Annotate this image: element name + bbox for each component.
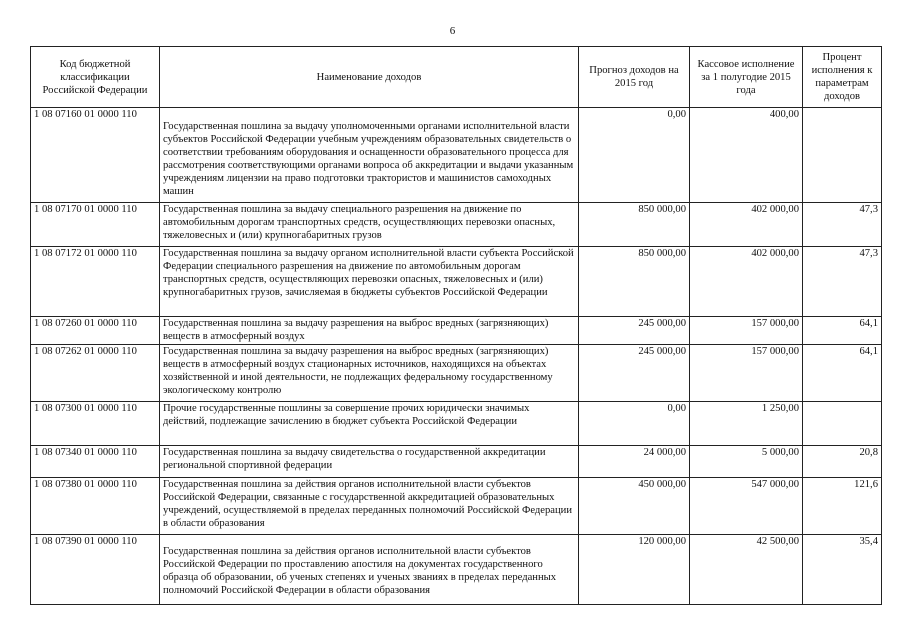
row-forecast: 120 000,00: [579, 535, 690, 605]
row-code: 1 08 07340 01 0000 110: [31, 446, 160, 478]
table-row: [31, 478, 882, 535]
header-name: Наименование доходов: [160, 47, 579, 108]
row-forecast: 0,00: [579, 402, 690, 446]
row-percent: 64,1: [803, 317, 882, 345]
header-code: Код бюджетной классификации Российской Федерации: [31, 47, 160, 108]
row-code: 1 08 07380 01 0000 110: [31, 478, 160, 535]
row-name: Государственная пошлина за выдачу разрешения на выброс вредных (загрязняющих) веществ в атмосферный воздух стационарных источников, находящихся на объектах хозяйственной и иной деятельности, не подлежащих федеральному государственному экологическому контролю: [160, 345, 579, 402]
row-execution: 402 000,00: [690, 203, 803, 247]
header-forecast: Прогноз доходов на 2015 год: [579, 47, 690, 108]
table-header-row: [31, 47, 882, 108]
row-percent: 47,3: [803, 203, 882, 247]
row-name: Государственная пошлина за выдачу уполномоченными органами исполнительной власти субъектов Российской Федерации учебным учреждениям образовательных свидетельств о соответствии требованиям оборудования и оснащенности образовательного процесса для рассмотрения соответствующими органами вопроса об аккредитации и выдачи указанным учреждениям лицензии на право подготовки трактористов и машинистов самоходных машин: [160, 108, 579, 203]
row-name: Государственная пошлина за выдачу свидетельства о государственной аккредитации региональной спортивной федерации: [160, 446, 579, 478]
table-row: [31, 535, 882, 605]
row-execution: 400,00: [690, 108, 803, 203]
row-code: 1 08 07300 01 0000 110: [31, 402, 160, 446]
header-percent: Процент исполнения к параметрам доходов: [803, 47, 882, 108]
row-forecast: 850 000,00: [579, 203, 690, 247]
table-row: [31, 402, 882, 446]
row-code: 1 08 07172 01 0000 110: [31, 247, 160, 317]
row-forecast: 24 000,00: [579, 446, 690, 478]
row-name: Государственная пошлина за действия органов исполнительной власти субъектов Российской Федерации по проставлению апостиля на документах государственного образца об образовании, об ученых степенях и ученых званиях в пределах переданных полномочий Российской Федерации в области образования: [160, 535, 579, 605]
row-execution: 157 000,00: [690, 345, 803, 402]
row-name: Государственная пошлина за выдачу разрешения на выброс вредных (загрязняющих) веществ в атмосферный воздух: [160, 317, 579, 345]
row-code: 1 08 07260 01 0000 110: [31, 317, 160, 345]
table-row: [31, 203, 882, 247]
page-number: 6: [449, 25, 456, 37]
row-percent: 47,3: [803, 247, 882, 317]
table-row: [31, 345, 882, 402]
row-forecast: 450 000,00: [579, 478, 690, 535]
row-name: Государственная пошлина за действия органов исполнительной власти субъектов Российской Федерации, связанные с государственной аккредитацией образовательных учреждений, осуществляемой в пределах переданных полномочий Российской Федерации в области образования: [160, 478, 579, 535]
row-execution: 157 000,00: [690, 317, 803, 345]
row-percent: [803, 402, 882, 446]
row-code: 1 08 07170 01 0000 110: [31, 203, 160, 247]
row-percent: 64,1: [803, 345, 882, 402]
row-execution: 1 250,00: [690, 402, 803, 446]
row-forecast: 245 000,00: [579, 345, 690, 402]
row-execution: 402 000,00: [690, 247, 803, 317]
row-name: Государственная пошлина за выдачу органом исполнительной власти субъекта Российской Федерации специального разрешения на движение по автомобильным дорогам транспортных средств, осуществляющих перевозки опасных, тяжеловесных и (или) крупногабаритных грузов, зачисляемая в бюджеты субъектов Российской Федерации: [160, 247, 579, 317]
table-row: [31, 317, 882, 345]
table-row: [31, 247, 882, 317]
header-execution: Кассовое исполнение за 1 полугодие 2015 года: [690, 47, 803, 108]
row-percent: 20,8: [803, 446, 882, 478]
row-code: 1 08 07160 01 0000 110: [31, 108, 160, 203]
row-percent: 35,4: [803, 535, 882, 605]
row-execution: 5 000,00: [690, 446, 803, 478]
revenue-table: [30, 46, 882, 605]
table-row: [31, 108, 882, 203]
row-name: Прочие государственные пошлины за совершение прочих юридически значимых действий, подлежащие зачислению в бюджет субъекта Российской Федерации: [160, 402, 579, 446]
row-percent: [803, 108, 882, 203]
row-percent: 121,6: [803, 478, 882, 535]
table-row: [31, 446, 882, 478]
row-forecast: 850 000,00: [579, 247, 690, 317]
row-code: 1 08 07390 01 0000 110: [31, 535, 160, 605]
row-execution: 547 000,00: [690, 478, 803, 535]
row-code: 1 08 07262 01 0000 110: [31, 345, 160, 402]
row-name: Государственная пошлина за выдачу специального разрешения на движение по автомобильным дорогам транспортных средств, осуществляющих перевозки опасных, тяжеловесных и (или) крупногабаритных грузов: [160, 203, 579, 247]
row-forecast: 245 000,00: [579, 317, 690, 345]
row-forecast: 0,00: [579, 108, 690, 203]
row-execution: 42 500,00: [690, 535, 803, 605]
